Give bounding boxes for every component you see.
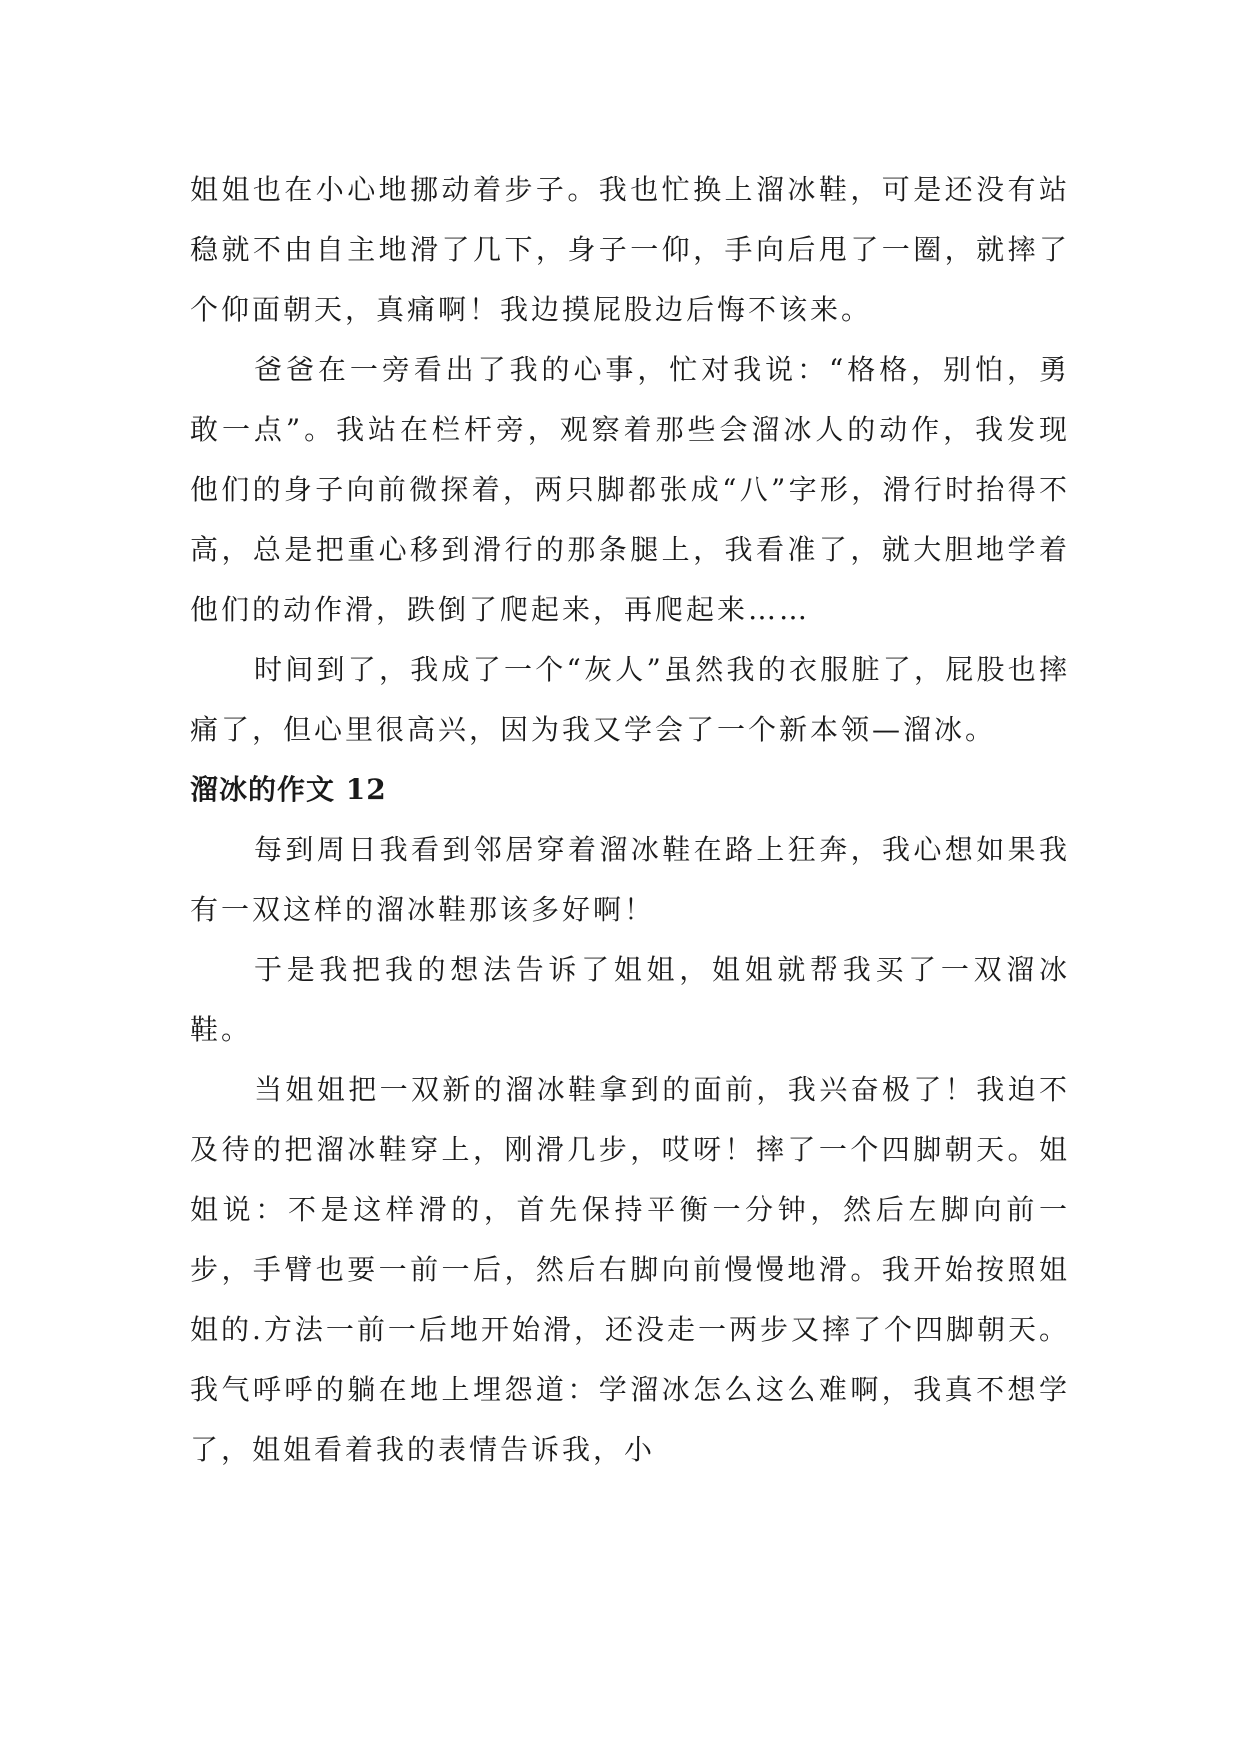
- paragraph-told-sister: 于是我把我的想法告诉了姐姐，姐姐就帮我买了一双溜冰鞋。: [190, 953, 1070, 1046]
- paragraph-sunday: 每到周日我看到邻居穿着溜冰鞋在路上狂奔，我心想如果我有一双这样的溜冰鞋那该多好啊！: [190, 833, 1070, 926]
- document-body: [190, 160, 1070, 1480]
- section-title: 溜冰的作文 12: [190, 773, 387, 806]
- paragraph-new-skates: 当姐姐把一双新的溜冰鞋拿到的面前，我兴奋极了！我迫不及待的把溜冰鞋穿上，刚滑几步，哎呀！摔了一个四脚朝天。姐姐说：不是这样滑的，首先保持平衡一分钟，然后左脚向前一步，手臂也要一前一后，然后右脚向前慢慢地滑。我开始按照姐姐的.方法一前一后地开始滑，还没走一两步又摔了个四脚朝天。我气呼呼的躺在地上埋怨道：学溜冰怎么这么难啊，我真不想学了，姐姐看着我的表情告诉我，小: [190, 1073, 1070, 1466]
- paragraph-dad-advice: 爸爸在一旁看出了我的心事，忙对我说：“格格，别怕，勇敢一点”。我站在栏杆旁，观察着那些会溜冰人的动作，我发现他们的身子向前微探着，两只脚都张成“八”字形，滑行时抬得不高，总是把重心移到滑行的那条腿上，我看准了，就大胆地学着他们的动作滑，跌倒了爬起来，再爬起来……: [190, 353, 1070, 626]
- paragraph-time-up: 时间到了，我成了一个“灰人”虽然我的衣服脏了，屁股也摔痛了，但心里很高兴，因为我又学会了一个新本领—溜冰。: [190, 653, 1070, 746]
- paragraph-continued: 姐姐也在小心地挪动着步子。我也忙换上溜冰鞋，可是还没有站稳就不由自主地滑了几下，身子一仰，手向后甩了一圈，就摔了个仰面朝天，真痛啊！我边摸屁股边后悔不该来。: [190, 173, 1070, 326]
